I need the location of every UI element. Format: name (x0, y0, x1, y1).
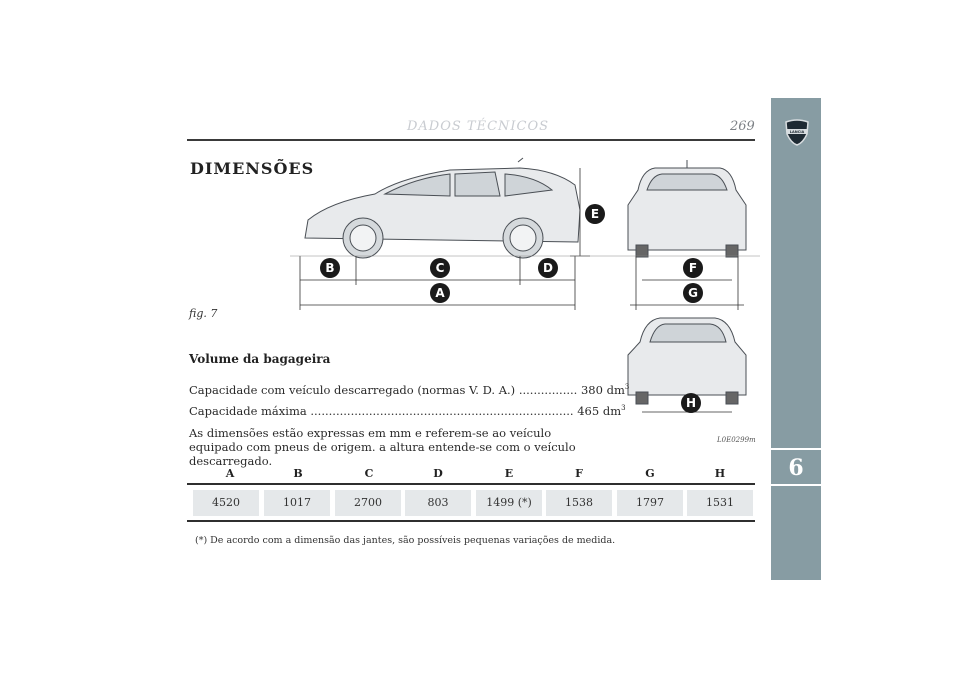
badge-d (538, 258, 558, 278)
svg-text:D: D (543, 261, 553, 275)
badge-f (683, 258, 703, 278)
table-cell-h: 1531 (687, 490, 753, 516)
table-cell-c: 2700 (335, 490, 401, 516)
table-cell-e: 1499 (*) (476, 490, 542, 516)
table-cell-d: 803 (405, 490, 471, 516)
table-header-h: H (714, 467, 726, 480)
badge-a (430, 283, 450, 303)
svg-text:A: A (435, 286, 445, 300)
table-footnote: (*) De acordo com a dimensão das jantes, são possíveis pequenas variações de medida. (195, 535, 616, 546)
luggage-line-empty (189, 383, 629, 397)
luggage-line-value: 465 dm (577, 404, 622, 418)
svg-text:E: E (590, 207, 600, 221)
table-header-e: E (504, 467, 514, 480)
table-cell-g: 1797 (617, 490, 683, 516)
page-number: 269 (730, 119, 755, 134)
luggage-line-label: Capacidade com veículo descarregado (normas V. D. A.) ................ (189, 383, 578, 397)
unit-exponent: 3 (624, 383, 630, 392)
section-title: DIMENSÕES (190, 159, 315, 178)
running-header-title: DADOS TÉCNICOS (407, 119, 550, 134)
table-header-f: F (575, 467, 583, 480)
car-side-view (305, 158, 580, 258)
badge-b (320, 258, 340, 278)
svg-text:B: B (325, 261, 335, 275)
luggage-line-label: Capacidade máxima ........................................................................ (189, 404, 574, 418)
chapter-sidebar (771, 98, 821, 580)
sidebar-divider (771, 448, 821, 450)
table-header-b: B (293, 467, 303, 480)
car-front-view (628, 160, 746, 257)
table-header-d: D (433, 467, 443, 480)
table-cell-b: 1017 (264, 490, 330, 516)
svg-text:H: H (685, 396, 697, 410)
lancia-logo-icon (783, 118, 811, 146)
dimensions-note: As dimensões estão expressas em mm e referem-se ao veículo equipado com pneus de origem. a altura entende-se com o veículo descarregado. (189, 426, 576, 468)
svg-text:F: F (688, 261, 698, 275)
table-rule (187, 483, 755, 485)
table-header-c: C (364, 467, 374, 480)
figure-label: fig. 7 (189, 307, 218, 320)
badge-h (681, 393, 701, 413)
unit-exponent: 3 (621, 404, 626, 413)
svg-text:G: G (688, 286, 698, 300)
svg-text:LANCIA: LANCIA (789, 130, 805, 134)
table-cell-f: 1538 (546, 490, 612, 516)
chapter-number: 6 (788, 455, 804, 481)
badge-c (430, 258, 450, 278)
table-cell-a: 4520 (193, 490, 259, 516)
badge-g (683, 283, 703, 303)
car-rear-view (628, 318, 746, 404)
badge-e (585, 204, 605, 224)
header-rule (187, 139, 755, 141)
table-header-g: G (645, 467, 655, 480)
sidebar-divider (771, 484, 821, 486)
luggage-line-value: 380 dm (580, 383, 625, 397)
luggage-line-max (189, 404, 626, 418)
luggage-title: Volume da bagageira (189, 352, 331, 366)
figure-code: L0E0299m (717, 436, 756, 444)
table-rule (187, 520, 755, 522)
svg-text:C: C (435, 261, 445, 275)
table-header-a: A (225, 467, 235, 480)
